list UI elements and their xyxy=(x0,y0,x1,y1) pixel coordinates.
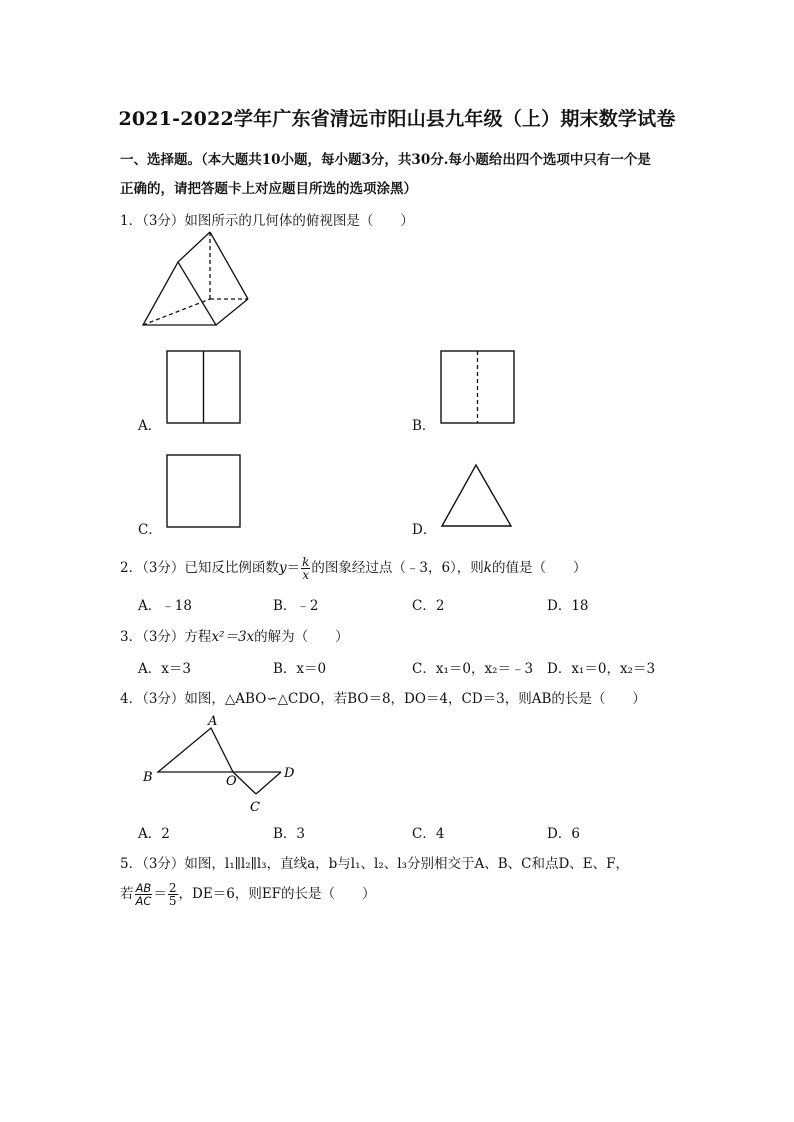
question-2-text: 2．（3分）已知反比例函数y＝ $\frac{k}{x}$ 的图象经过点（﹣3，6），则k的值是（ ） xyxy=(120,555,587,582)
q2-option-d: D．18 xyxy=(547,598,589,614)
q4-label-c: C xyxy=(250,800,260,815)
q4-option-a: A．2 xyxy=(138,826,170,842)
q4-option-b: B．3 xyxy=(273,826,306,842)
section-heading-line2: 正确的，请把答题卡上对应题目所选的选项涂黑） xyxy=(120,181,417,197)
q4-option-d: D．6 xyxy=(547,826,580,842)
q4-similar-triangles-figure xyxy=(140,715,310,815)
question-1-text: 1．（3分）如图所示的几何体的俯视图是（ ） xyxy=(120,213,414,229)
q4-label-b: B xyxy=(143,770,153,785)
q3-option-d: D．x₁＝0，x₂＝3 xyxy=(547,661,656,677)
q2-option-a: A．﹣18 xyxy=(138,598,192,614)
q1-option-c-label: C． xyxy=(138,522,162,538)
q2-option-b: B．﹣2 xyxy=(273,598,319,614)
q1-option-d-label: D． xyxy=(412,522,437,538)
page-title: 2021-2022学年广东省清远市阳山县九年级（上）期末数学试卷 xyxy=(118,108,676,130)
q1-option-c-figure xyxy=(166,454,242,528)
question-5-line1: 5．（3分）如图，l₁∥l₂∥l₃，直线a，b与l₁、l₂、l₃分别相交于A、B、C和点D、E、F， xyxy=(120,856,630,872)
q1-option-a-label: A． xyxy=(138,418,162,434)
q3-option-b: B．x＝0 xyxy=(273,661,327,677)
q4-label-o: O xyxy=(226,774,237,789)
q3-option-c: C．x₁＝0，x₂＝﹣3 xyxy=(412,661,534,677)
section-heading-line1: 一、选择题。（本大题共10小题，每小题3分，共30分.每小题给出四个选项中只有一个是 xyxy=(120,152,651,168)
question-3-text: 3．（3分）方程x²＝3x的解为（ ） xyxy=(120,629,349,645)
q4-option-c: C．4 xyxy=(412,826,445,842)
q3-option-a: A．x＝3 xyxy=(138,661,191,677)
q1-option-b-figure xyxy=(440,350,516,424)
q1-option-a-figure xyxy=(166,350,242,424)
q4-label-d: D xyxy=(284,766,295,781)
q1-option-d-figure xyxy=(440,462,514,528)
question-4-text: 4．（3分）如图，△ABO∽△CDO，若BO＝8，DO＝4，CD＝3，则AB的长是（ ） xyxy=(120,691,646,707)
q5-fraction-2-5: $\frac{2}{5}$ xyxy=(168,881,177,908)
q2-option-c: C．2 xyxy=(412,598,445,614)
q1-prism-figure xyxy=(138,228,258,333)
q2-fraction: $\frac{k}{x}$ xyxy=(302,555,310,582)
question-5-line2: 若 $\frac{AB}{AC}$ ＝ $\frac{2}{5}$ ，DE＝6，则EF的长是（ ） xyxy=(120,881,376,908)
q1-option-b-label: B． xyxy=(412,418,436,434)
q4-label-a: A xyxy=(208,714,218,729)
q5-fraction-ab-ac: $\frac{AB}{AC}$ xyxy=(135,881,152,908)
